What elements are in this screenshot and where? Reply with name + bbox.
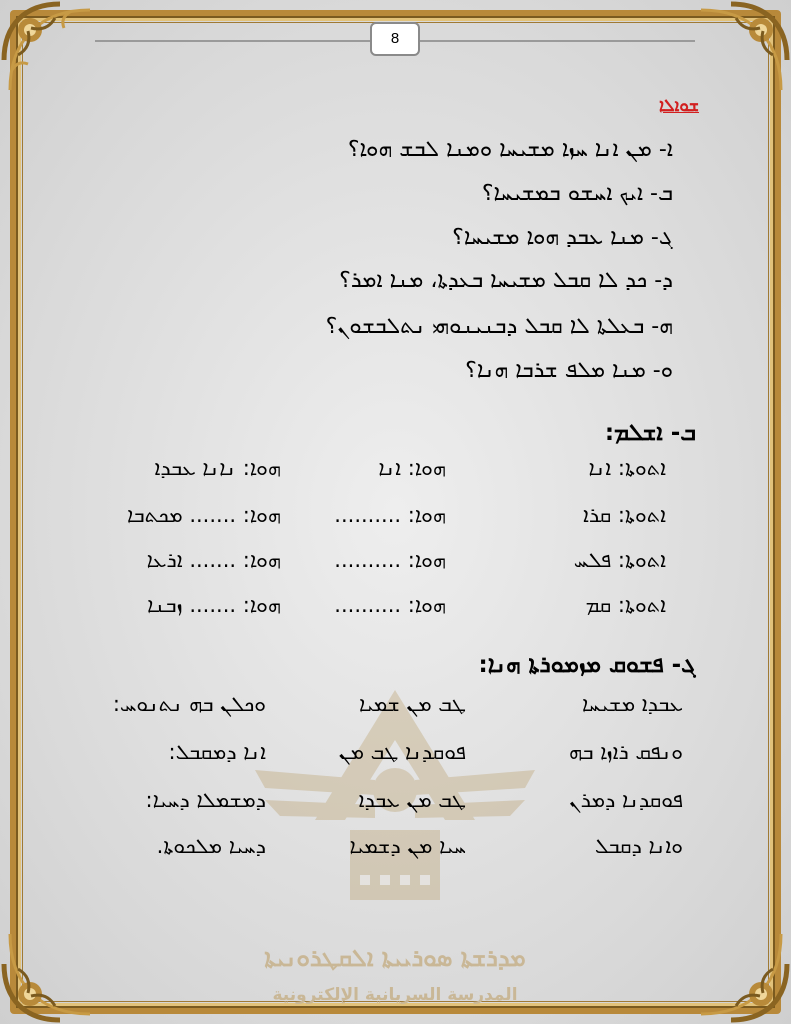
corner-ornament-top-left [0,0,110,110]
exercise-b-row-1-right: ܗܘܐ: ܢܐܢܐ ܥܒܕܐ [154,456,281,480]
question-3: ܓ- ܡܢܐ ܥܒܕ ܗܘܐ ܡܫܝܚܐ؟ [452,225,673,250]
exercise-b-row-3-label: ܐܬܘܬܐ: ܦܠܚ [573,548,666,572]
exercise-b-row-1-middle: ܗܘܐ: ܐܢܐ [378,456,446,480]
poem-line-4-a: ܘܐܢܐ ܕܩܒܠ [594,834,683,858]
exercise-b-row-4-middle: ܗܘܐ: .......... [334,593,446,617]
poem-line-3-b: ܛܒ ܡܢ ܥܒܕܐ [358,788,466,812]
poem-line-3-c: ܕܡܫܡܠܐ ܕܚܝܐ: [145,788,266,812]
poem-line-2-b: ܦܘܩܕܢܐ ܛܒ ܡܢ [338,740,466,764]
poem-line-2-c: ܐܢܐ ܕܡܩܒܠ: [168,740,266,764]
corner-ornament-bottom-left [0,914,110,1024]
exercise-b-row-2-middle: ܗܘܐ: .......... [334,503,446,527]
questions-heading: ܫܘܐܠܐ [658,96,699,116]
exercise-b-row-4-label: ܐܬܘܬܐ: ܩܡ [585,593,666,617]
exercise-b-title: ܒ- ܐܫܠܡ: [604,420,696,446]
page-number: 8 [370,22,420,56]
exercise-b-row-3-right: ܗܘܐ: ....... ܐܪܥܐ [146,548,281,572]
exercise-b-row-2-label: ܐܬܘܬܐ: ܩܪܐ [582,503,666,527]
poem-line-2-a: ܘܢܦܩ ܪܐܙܐ ܒܗ [569,740,683,764]
exercise-b-row-3-middle: ܗܘܐ: .......... [334,548,446,572]
poem-line-3-a: ܦܘܩܕܢܐ ܕܡܪܢ [569,788,683,812]
exercise-b-row-4-right: ܗܘܐ: ....... ܙܒܢܐ [147,593,281,617]
poem-line-1-b: ܛܒ ܡܢ ܫܡܝܐ [359,692,466,716]
exercise-c-title: ܓ- ܦܫܘܩ ܡܙܡܘܪܬܐ ܗܢܐ: [478,652,696,678]
poem-line-4-b: ܚܝܐ ܡܢ ܕܫܡܝܐ [349,834,466,858]
exercise-b-row-1-label: ܐܬܘܬܐ: ܐܢܐ [588,456,666,480]
question-4: ܕ- ܟܕ ܠܐ ܩܒܠ ܡܫܝܚܐ ܒܥܕܬܐ، ܡܢܐ ܐܡܪ؟ [339,268,673,293]
watermark-syriac: ܡܕܪܫܬܐ ܣܘܪܝܝܬܐ ܐܠܩܛܪܘܢܝܬܐ [264,944,526,972]
corner-ornament-top-right [681,0,791,110]
watermark-arabic: المدرسة السريانية الإلكترونية [272,985,518,1005]
poem-line-1-c: ܘܟܠܢ ܒܗ ܢܬܢܘܚ: [112,692,266,716]
poem-line-4-c: ܕܚܝܐ ܡܠܟܘܬܐ. [156,834,266,858]
question-2: ܒ- ܐܝܟ ܐܚܫܘ ܒܡܫܝܚܐ؟ [481,181,673,206]
poem-line-1-a: ܥܒܕܐ ܡܫܝܚܐ [581,692,683,716]
question-1: ܐ- ܡܢ ܐܢܐ ܚܙܐ ܡܫܝܚܐ ܘܡܢܐ ܠܒܫ ܗܘܐ؟ [347,137,673,162]
question-6: ܘ- ܡܢܐ ܡܠܦ ܫܪܒܐ ܗܢܐ؟ [465,358,673,383]
corner-ornament-bottom-right [681,914,791,1024]
exercise-b-row-2-right: ܗܘܐ: ....... ܡܟܬܒܐ [127,503,281,527]
question-5: ܗ- ܒܥܠܬܐ ܠܐ ܩܒܠ ܕܒܢܝܢܘܗܝ ܢܬܠܒܫܘܢ؟ [325,314,673,339]
